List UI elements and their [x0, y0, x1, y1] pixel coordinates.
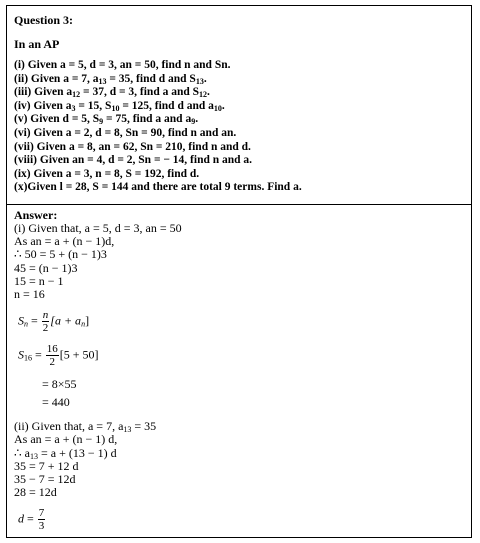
question-item-ix: (ix) Given a = 3, n = 8, S = 192, find d. — [14, 167, 200, 180]
question-item-viii: (viii) Given an = 4, d = 2, Sn = − 14, find n and a. — [14, 154, 253, 167]
answer-line: 28 = 12d — [14, 485, 57, 500]
answer-line: (i) Given that, a = 5, d = 3, an = 50 — [14, 221, 182, 235]
answer-line: 35 = 7 + 12 d — [14, 458, 79, 473]
d-formula: d = $\frac{7}{3}$ — [18, 507, 45, 533]
answer-title: Answer: — [14, 208, 58, 222]
sum-result: = 440 — [42, 395, 70, 410]
answer-line: ∴ $a_{13} = a + (13 - 1)$ d — [14, 445, 117, 461]
answer-line: n = 16 — [14, 287, 45, 302]
question-item-vi: (vi) Given a = 2, d = 8, Sn = 90, find n and an. — [14, 126, 237, 139]
question-item-iii: (iii) Given $a_{12} = 37$, d = 3, find a and $S_{12}$. — [14, 86, 210, 100]
question-subtitle: In an AP — [14, 37, 60, 51]
answer-line: As an = a + (n − 1) d, — [14, 432, 118, 447]
answer-line: 45 = (n − 1)3 — [14, 260, 78, 275]
question-box — [7, 6, 471, 205]
sum-substitution: $S_{16}$ = $\frac{16}{2}$ [5 + 50] — [18, 343, 99, 369]
question-title: Question 3: — [14, 13, 74, 27]
answer-box — [7, 205, 471, 532]
sum-step: = 8×55 — [42, 377, 77, 392]
answer-line: 35 − 7 = 12d — [14, 472, 76, 487]
question-item-iv: (iv) Given $a_3 = 15$, $S_{10} = 125$, find d and $a_{10}$. — [14, 99, 225, 113]
answer-line: ∴ 50 = 5 + (n − 1)3 — [14, 247, 107, 262]
answer-line: (ii) Given that, a = 7, $a_{13} = 35$ — [14, 419, 157, 435]
answer-line: As an = a + (n − 1)d, — [14, 234, 115, 249]
question-item-vii: (vii) Given a = 8, an = 62, Sn = 210, find n and d. — [14, 140, 251, 153]
content-frame — [6, 5, 472, 538]
question-item-i: (i) Given a = 5, d = 3, an = 50, find n and Sn. — [14, 59, 231, 71]
question-item-v: (v) Given d = 5, $S_9 = 75$, find a and $a_9$. — [14, 113, 199, 127]
question-item-ii: (ii) Given a = 7, $a_{13} = 35$, find d and $S_{13}$. — [14, 72, 207, 86]
answer-line: 15 = n − 1 — [14, 273, 64, 288]
sum-formula: $S_n$ = $\frac{n}{2}$ $[a + a_n]$ — [18, 309, 90, 335]
question-item-x: (x)Given l = 28, S = 144 and there are total 9 terms. Find a. — [14, 181, 302, 194]
